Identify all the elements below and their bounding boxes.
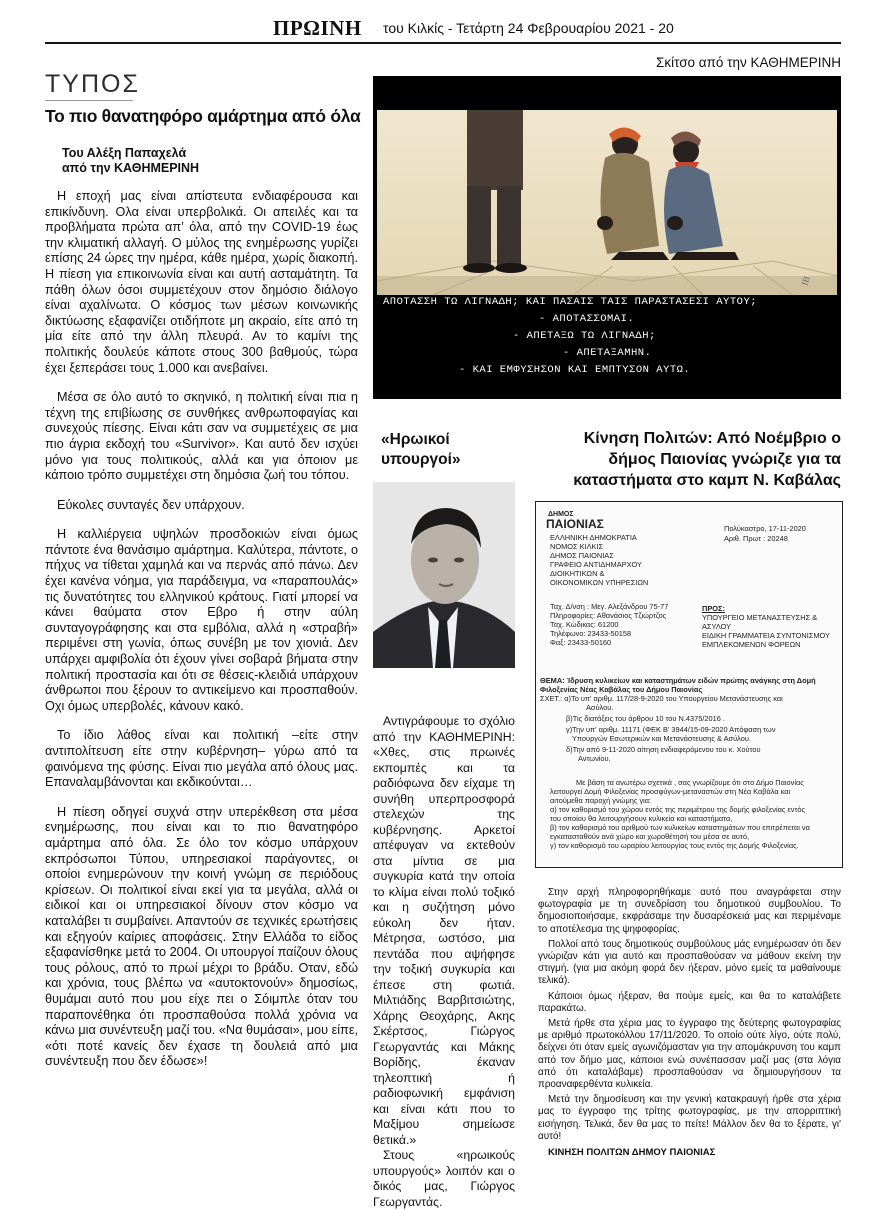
doc-to-line: ΕΙΔΙΚΗ ΓΡΑΜΜΑΤΕΙΑ ΣΥΝΤΟΝΙΣΜΟΥ [702, 631, 830, 640]
doc-header-line: ΕΛΛΗΝΙΚΗ ΔΗΜΟΚΡΑΤΙΑ [550, 533, 637, 542]
masthead [45, 14, 841, 44]
right-headline: Κίνηση Πολιτών: Από Νοέμβριο ο δήμος Παιονίας γνώριζε για τα καταστήματα στο καμπ Ν. Καβάλας [573, 430, 841, 489]
byline-author: Του Αλέξη Παπαχελά [62, 146, 187, 160]
doc-subject-line: Ασύλου. [586, 703, 614, 712]
article-headline: Το πιο θανατηφόρο αμάρτημα από όλα [45, 106, 361, 126]
article-paragraph: Μέσα σε όλο αυτό το σκηνικό, η πολιτική είναι πια η τέχνη της επιβίωσης σε συνθήκες ανθρωποφαγίας και συνεχούς πίεσης. Είναι κάτι σαν να συμμετέχεις σε μια πιο άγρια εκδοχή του «Survivor». Και αυτό δεν ισχύει μόνο για τους πολιτικούς, αλλά και για όποιον με κάποιο τρόπο συμμετέχει στη δημόσια ζωή του τόπου. [45, 390, 358, 483]
doc-protocol: Αριθ. Πρωτ : 20248 [724, 534, 788, 543]
doc-logo-big: ΠΑΙΟΝΙΑΣ [546, 517, 604, 531]
byline-source: από την ΚΑΘΗΜΕΡΙΝΗ [62, 161, 200, 175]
right-paragraph: Κάποιοι όμως ήξεραν, θα πούμε εμείς, και θα το καταλάβετε παρακάτω. [538, 990, 841, 1014]
cartoon-caption-line: - ΑΠΕΤΑΞΑΜΗΝ. [563, 347, 652, 359]
section-underline [45, 100, 133, 101]
doc-subject-line: ΘΕΜΑ: Ίδρυση κυλικείων και καταστημάτων ειδών πρώτης ανάγκης στη Δομή [540, 676, 816, 685]
right-paragraph: Μετά την δημοσίευση και την γενική κατακραυγή ήρθε στα χέρια μας το έγγραφο της τρίτης φωτογραφίας, με την απορριπτική εισήγηση. Τελικά, δεν θα μας το πείτε! Μάλλον δεν θα το ξέρατε, γι' αυτό! [538, 1094, 841, 1142]
cartoon-credit: Σκίτσο από την ΚΑΘΗΜΕΡΙΝΗ [655, 55, 841, 70]
doc-contact-line: Ταχ. Δ/νση : Μεγ. Αλεξάνδρου 75-77 [550, 602, 669, 611]
doc-contact-line: Τηλέφωνο: 23433-50158 [550, 629, 632, 638]
doc-to-line: ΥΠΟΥΡΓΕΙΟ ΜΕΤΑΝΑΣΤΕΥΣΗΣ & [702, 613, 818, 622]
doc-body-line: γ) τον καθορισμό του ωραρίου λειτουργίας τους εντός της Δομής Φιλοξενίας. [550, 841, 799, 850]
article-paragraph: Το ίδιο λάθος είναι και πολιτική –είτε στην αντιπολίτευση είτε στην κυβέρνηση– γύρω από τα φαινόμενα της φύσης. Είναι πιο μεγάλα από όλους μας. Επαναλαμβάνονται και εκδικούνται… [45, 728, 358, 790]
cartoonist-signature: IB [799, 274, 812, 287]
doc-subject-line: γ)Την υπ' αριθμ. 11171 (ΦΕΚ Β' 3944/15-09-2020 Απόφαση των [566, 725, 776, 734]
article-paragraph: Η εποχή μας είναι απίστευτα ενδιαφέρουσα και επικίνδυνη. Ολα είναι υπερβολικά. Οι απειλές και τα προβλήματα πρώτα απ’ όλα, από την COVID-19 έως την κλιματική αλλαγή. Ο μύλος της ενημέρωσης γυρίζει επίσης 24 ώρες την ημέρα, κάθε ημέρα, χωρίς διακοπή. Η πίεση για επικοινωνία είναι και αυτή ασταμάτητη. Τα πάθη όλων όσοι συμμετέχουν στον δημόσιο διάλογο είναι αχαλίνωτα. Ο κόσμος των μέσων κοινωνικής δικτύωσης εξαφανίζει οτιδήποτε μη ακραίο, είτε από τη μία είτε από την άλλη πλευρά. Αν το καμίνι της πολιτικής δουλεύε κάποτε στους 300 βαθμούς, τώρα έχει ξεπεράσει τους 1.000 και ανεβαίνει. [45, 189, 358, 375]
doc-header-line: ΔΙΟΙΚΗΤΙΚΩΝ & [550, 569, 605, 578]
doc-to-line: ΕΜΠΛΕΚΟΜΕΝΩΝ ΦΟΡΕΩΝ [702, 640, 801, 649]
doc-subject-line: Υπουργών Εσωτερικών και Μετανάστευσης & Ασύλου. [572, 734, 751, 743]
masthead-info: του Κιλκίς - Τετάρτη 24 Φεβρουαρίου 2021 - 20 [383, 20, 674, 36]
doc-header-line: ΔΗΜΟΣ ΠΑΙΟΝΙΑΣ [550, 551, 614, 560]
doc-logo-small: ΔΗΜΟΣ [548, 511, 574, 518]
right-paragraph: Στην αρχή πληροφορηθήκαμε αυτό που αναγράφεται στην φωτογραφία με τη συνεδρίαση του δημοτικού συμβουλίου. Το δημοσιοποιήσαμε, εκφράσαμε την δυσαρέσκειά μας και περιμέναμε το αποτέλεσμα της ψηφοφορίας. [538, 887, 841, 935]
doc-contact-line: Ταχ. Κώδικας: 61200 [550, 620, 619, 629]
doc-date: Πολύκαστρο, 17-11-2020 [724, 524, 806, 533]
doc-body-line: α) τον καθορισμό του χώρου εντός της περιμέτρου της δομής φιλοξενίας εντός [550, 805, 806, 814]
doc-subject-line: Φιλοξενίας Νέας Καβάλας του Δήμου Παιονίας [540, 685, 703, 694]
right-body [538, 887, 841, 1146]
doc-subject-line: Αντωνίου. [578, 754, 611, 763]
scanned-document [535, 501, 843, 868]
article-paragraph: Η καλλιέργεια υψηλών προσδοκιών είναι όμως πάντοτε ένα θανάσιμο αμάρτημα. Καλύτερα, πάντοτε, ο πήχυς να τίθεται χαμηλά και να περνάς από πάνω. Δεν έχει κανένα νόημα, για παράδειγμα, να «παραπουλάς» τις δυνατότητες του ελληνικού κράτους. Γιατί μπορεί να κάνει θαύματα στον Εβρο ή στην αύλη συνταγογράφησης και στα εμβόλια, αλλά η «στραβή» περιμένει στη γωνία, όπως συνέβη με τον χιονιά. Δεν υπάρχει αμφιβολία ότι έχουν γίνει σοβαρά βήματα στην πολιτική προστασία και ότι σε θέσεις-κλειδιά υπάρχουν άνθρωποι που ξέρουν το αντικείμενο και προσπαθούν. Οχι όμως υπερβολές, κάνουν κακό. [45, 527, 358, 713]
middle-paragraph: Στους «ηρωικούς υπουργούς» λοιπόν και ο δικός μας, Γιώργος Γεωργαντάς. [373, 1148, 515, 1209]
doc-to-line: ΑΣΥΛΟΥ [702, 622, 732, 631]
doc-contact-line: Φαξ: 23433-50160 [550, 638, 612, 647]
cartoon-caption-line: - ΑΠΕΤΑΞΩ ΤΩ ΛΙΓΝΑΔΗ; [513, 330, 656, 342]
doc-body-line: β) τον καθορισμό του αριθμού των κυλικείων καταστημάτων που επιτρέπεται να [550, 823, 810, 832]
doc-subject-line: β)Τις διατάξεις του άρθρου 10 του Ν.4375/2016 . [566, 714, 725, 723]
cartoon-caption-line: ΑΠΟΤΑΣΣΗ ΤΩ ΛΙΓΝΑΔΗ; ΚΑΙ ΠΑΣΑΙΣ ΤΑΙΣ ΠΑΡΑΣΤΑΣΕΣΙ ΑΥΤΟΥ; [383, 296, 758, 308]
newspaper-logo: ΠΡΩΙΝΗ [273, 16, 362, 40]
doc-contact-line: Πληροφορίες: Αθανάσιος Τζιώρτζος [550, 611, 667, 620]
doc-body-line: αιτούμεθα παροχή γνώμης για: [550, 796, 652, 805]
right-paragraph: Πολλοί από τους δημοτικούς συμβούλους μάς ενημέρωσαν ότι δεν γνώριζαν κάτι για αυτό και προσπαθούσαν να μάθουν εκείνη την στιγμή. (για μια ακόμη φορά δεν ήξεραν, μόνο εμείς τα μαθαίνουμε τελικά). [538, 938, 841, 987]
doc-body-line: Με βάση τα ανωτέρω σχετικά , σας γνωρίζουμε ότι στο Δήμο Παιονίας [576, 778, 804, 787]
cartoon-caption-line: - ΚΑΙ ΕΜΦΥΣΗΣΟΝ ΚΑΙ ΕΜΠΤΥΣΟΝ ΑΥΤΩ. [459, 364, 691, 376]
right-paragraph: Μετά ήρθε στα χέρια μας το έγγραφο της δεύτερης φωτογραφίας με αριθμό πρωτοκόλλου 17/11/2020. Το οποίο ούτε λίγο, ούτε πολύ, δείχνει ότι όταν εμείς αγωνιζόμασταν για την απομάκρυνση του καμπ από τον δήμο μας, κάποιοι ενώ συνέπασσαν μαζί μας (στα λόγια από ότι καταλάβαμε) προσπαθούσαν να δημιουργήσουν τα προαναφερθέντα κυλικεία. [538, 1018, 841, 1091]
doc-body-line: λειτουργεί Δομή Φιλοξενίας προσφύγων-μεταναστών στη Νέα Καβάλα και [550, 787, 791, 796]
minister-photo [373, 482, 515, 668]
section-label: ΤΥΠΟΣ [45, 70, 140, 98]
doc-header-line: ΓΡΑΦΕΙΟ ΑΝΤΙΔΗΜΑΡΧΟΥ [550, 560, 642, 569]
article-paragraph: Εύκολες συνταγές δεν υπάρχουν. [57, 497, 245, 512]
doc-header-line: ΟΙΚΟΝΟΜΙΚΩΝ ΥΠΗΡΕΣΙΩΝ [550, 578, 649, 587]
doc-body-line: εγκατασταθούν ανά χώρο και χωροθέτησή του μέσα σε αυτό, [550, 832, 749, 841]
article-byline [62, 146, 199, 176]
doc-subject-line: ΣΧΕΤ.: α)Το υπ' αριθμ. 117/28-9-2020 του Υπουργείου Μετανάστευσης και [540, 694, 783, 703]
portrait-illustration [373, 482, 515, 668]
doc-subject-line: δ)Την από 9-11-2020 αίτηση ενδιαφερόμενου του κ. Χούτου [566, 745, 761, 754]
article-paragraph: Η πίεση οδηγεί συχνά στην υπερέκθεση στα μέσα ενημέρωσης, που είναι και το πιο θανατηφόρο αμάρτημα από όλα. Σε όλο τον κόσμο υπάρχουν εκπρόσωποι Τύπου, υπηρεσιακοί παράγοντες, οι οποίοι ενημερώνουν την κοινή γνώμη σε περιόδους κρίσεων. Οι πολιτικοί είναι εκεί για τα μεγάλα, αλλά οι ειδικοί και οι υπηρεσιακοί δίνουν στον κόσμο να καταλάβει τι συμβαίνει. Απαντούν σε τεχνικές ερωτήσεις και εξηγούν καίριες αποφάσεις. Στην Ελλάδα το είδος εξαφανίσθηκε μετά το 2004. Οι υπουργοί παίζουν όλους τους ρόλους, από το πρωί μέχρι το βράδυ. Οταν, εδώ και χρόνια, τους βλέπω να «αυτοκτονούν» δημοσίως, θυμάμαι αυτό που μου είχε πει ο Σόιμπλε όταν του παραπονέθηκα ότι προσπαθούσα πολλά χρόνια να κάνω μια συνέντευξη μαζί του. «Να θυμάσαι», μου είπε, «ότι ποτέ κανείς δεν έχασε τη δουλειά από μια συνέντευξη που δεν έδωσε»! [45, 804, 358, 1069]
doc-header-line: ΝΟΜΟΣ ΚΙΛΚΙΣ [550, 542, 604, 551]
doc-to-label: ΠΡΟΣ: [702, 604, 725, 613]
doc-body-line: του οποίου θα λειτουργήσουν κυλικεία και καταστήματα, [550, 814, 733, 823]
middle-paragraph: Αντιγράφουμε το σχόλιο από την ΚΑΘΗΜΕΡΙΝΗ: «Χθες, στις πρωινές εκπομπές και τα ραδιόφωνα δεν είχαμε τη συνήθη υπερπροσφορά στελεχών της κυβέρνησης. Αρκετοί απέφυγαν να εκτεθούν στα μίντια σε μια συγκυρία κατά την οποία το κλίμα είναι πολύ τοξικό και η συζήτηση μόνο εύκολη δεν ήταν. Μέτρησα, ωστόσο, μια πεντάδα που αψήφησε την τοξική συγκυρία και έπεσε στη φωτιά. Μιλτιάδης Βαρβιτσιώτης, Χάρης Θεοχάρης, Ακης Σκέρτσος, Γιώργος Γεωργαντάς και Μάκης Βορίδης, έκαναν τηλεοπτική ή ραδιοφωνική εμφάνιση και είναι κάτι που το Μαξίμου σημείωσε θετικά.» [373, 714, 515, 1147]
article-body [45, 189, 358, 1084]
middle-headline: «Ηρωικοί υπουργοί» [381, 431, 461, 468]
right-signature: ΚΙΝΗΣΗ ΠΟΛΙΤΩΝ ΔΗΜΟΥ ΠΑΙΟΝΙΑΣ [548, 1147, 716, 1158]
middle-body [373, 714, 515, 1210]
cartoon-caption-line: - ΑΠΟΤΑΣΣΟΜΑΙ. [539, 313, 635, 325]
cartoon [373, 76, 841, 399]
